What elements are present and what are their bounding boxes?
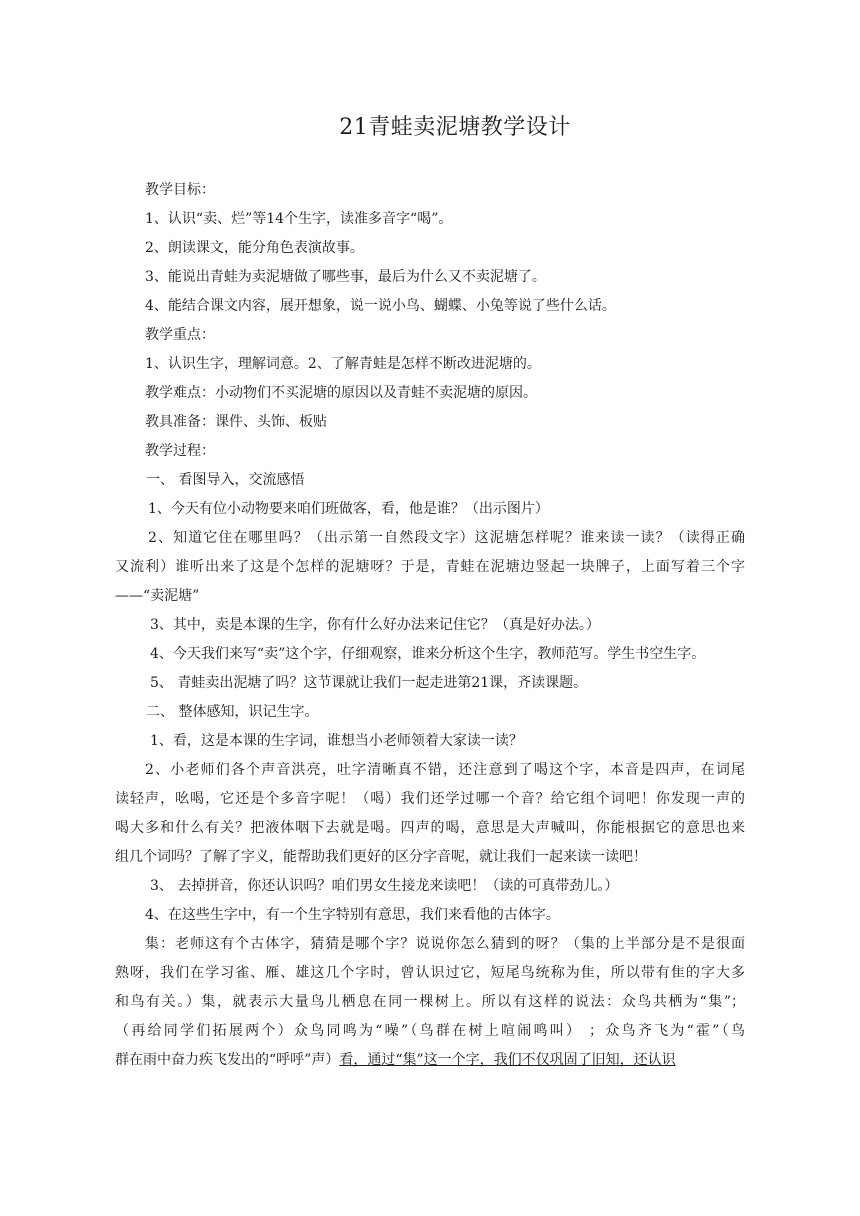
paragraph-line: 4、能结合课文内容，展开想象，说一说小鸟、蝴蝶、小兔等说了些什么话。 (145, 298, 616, 314)
paragraph-line: 2、知道它住在哪里吗？（出示第一自然段文字）这泥塘怎样呢？谁来读一读？（读得正确 (148, 530, 745, 546)
paragraph-line-last (115, 1046, 745, 1075)
paragraph-line: 和鸟有关。）集，就表示大量鸟儿栖息在同一棵树上。所以有这样的说法：众鸟共栖为“集”； (115, 994, 745, 1010)
paragraph-line: 读轻声，吆喝，它还是个多音字呢！（喝）我们还学过哪一个音？给它组个词吧！你发现一声的 (115, 791, 745, 807)
paragraph-line: 喝大多和什么有关？把液体咽下去就是喝。四声的喝，意思是大声喊叫，你能根据它的意思也来 (115, 820, 745, 836)
paragraph-line: 1、认识“卖、烂”等14个生字，读准多音字“喝”。 (145, 211, 453, 227)
paragraph-line-text: 群在雨中奋力疾飞发出的“呼呼”声） (115, 1052, 340, 1068)
subsection-heading: 一、 看图导入，交流感悟 (146, 472, 305, 488)
paragraph-line: 1、看，这是本课的生字词，谁想当小老师领着大家读一读？ (150, 733, 523, 749)
paragraph-line: 2、朗读课文，能分角色表演故事。 (145, 240, 364, 256)
section-heading-key-points: 教学重点： (145, 327, 215, 343)
underlined-text: 看，通过“集”这一个字，我们不仅巩固了旧知，还认识 (339, 1052, 676, 1068)
document-title: 21青蛙卖泥塘教学设计 (339, 115, 571, 140)
paragraph-line: 4、在这些生字中，有一个生字特别有意思，我们来看他的古体字。 (145, 907, 560, 923)
paragraph-line: 组几个词吗？了解了字义，能帮助我们更好的区分字音呢，就让我们一起来读一读吧！ (115, 849, 647, 865)
paragraph-line: 3、其中，卖是本课的生字，你有什么好办法来记住它？（真是好办法。） (150, 617, 600, 633)
paragraph-line: 4、今天我们来写“卖”这个字，仔细观察，谁来分析这个生字，教师范写。学生书空生字。 (150, 646, 706, 662)
paragraph-line: 集：老师这有个古体字，猜猜是哪个字？说说你怎么猜到的呀？（集的上半部分是不是很面 (145, 936, 745, 952)
paragraph-line: 2、小老师们各个声音洪亮，吐字清晰真不错，还注意到了喝这个字，本音是四声，在词尾 (145, 762, 745, 778)
section-heading-objectives: 教学目标： (145, 182, 215, 198)
paragraph-line: 教学难点：小动物们不买泥塘的原因以及青蛙不卖泥塘的原因。 (145, 385, 537, 401)
section-heading-process: 教学过程： (145, 443, 215, 459)
paragraph-line: 1、认识生字，理解词意。2、了解青蛙是怎样不断改进泥塘的。 (145, 356, 541, 372)
document-body (115, 176, 745, 1075)
paragraph-line: 3、 去掉拼音，你还认识吗？咱们男女生接龙来读吧！（读的可真带劲儿。） (150, 878, 619, 894)
paragraph-line: 熟呀，我们在学习雀、雁、雄这几个字时，曾认识过它，短尾鸟统称为隹，所以带有隹的字大多 (115, 965, 745, 981)
paragraph-line: 1、今天有位小动物要来咱们班做客，看，他是谁？（出示图片） (148, 501, 549, 517)
paragraph-line: 3、能说出青蛙为卖泥塘做了哪些事，最后为什么又不卖泥塘了。 (145, 269, 546, 285)
paragraph-line: 教具准备：课件、头饰、板贴 (145, 414, 327, 430)
paragraph-line: ——“卖泥塘” (115, 588, 200, 604)
subsection-heading: 二、 整体感知，识记生字。 (146, 704, 319, 720)
paragraph-line: 5、 青蛙卖出泥塘了吗？这节课就让我们一起走进第21课，齐读课题。 (150, 675, 588, 691)
paragraph-line: 又流利）谁听出来了这是个怎样的泥塘呀？于是，青蛙在泥塘边竖起一块牌子，上面写着三个字 (115, 559, 745, 575)
paragraph-line: （再给同学们拓展两个）众鸟同鸣为“噪”（鸟群在树上喧闹鸣叫） ；众鸟齐飞为“霍”（鸟 (115, 1023, 745, 1039)
